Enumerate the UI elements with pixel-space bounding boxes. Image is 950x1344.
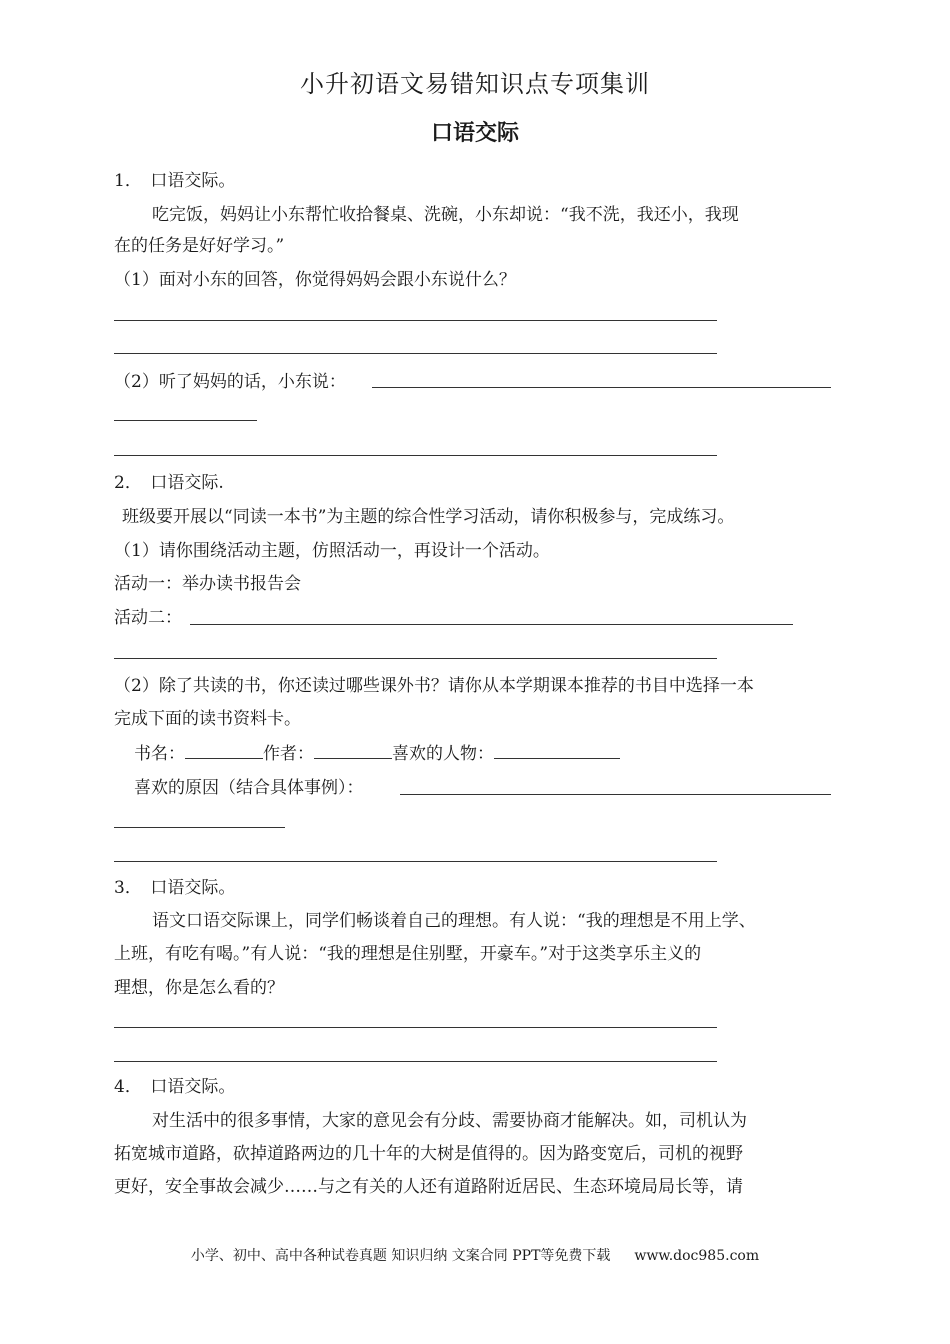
- q4-line2: 拓宽城市道路，砍掉道路两边的几十年的大树是值得的。因为路变宽后，司机的视野: [114, 1144, 743, 1164]
- answer-line[interactable]: [114, 1027, 717, 1028]
- q1-passage-line1: 吃完饭，妈妈让小东帮忙收拾餐桌、洗碗，小东却说：“我不洗，我还小，我现: [152, 205, 739, 225]
- q2-heading: 2． 口语交际.: [114, 473, 224, 493]
- q2-sub1: （1）请你围绕活动主题，仿照活动一，再设计一个活动。: [114, 541, 550, 561]
- q2-sub2-line1: （2）除了共读的书，你还读过哪些课外书？请你从本学期课本推荐的书目中选择一本: [114, 676, 754, 696]
- q1-passage-line2: 在的任务是好好学习。”: [114, 236, 285, 256]
- answer-line[interactable]: [114, 861, 717, 862]
- q2-sub2-line2: 完成下面的读书资料卡。: [114, 709, 301, 729]
- footer-url[interactable]: www.doc985.com: [634, 1248, 760, 1264]
- answer-line[interactable]: [114, 353, 717, 354]
- answer-line[interactable]: [372, 387, 831, 388]
- q2-intro: 班级要开展以“同读一本书”为主题的综合性学习活动，请你积极参与，完成练习。: [122, 507, 735, 527]
- author-blank[interactable]: [314, 742, 392, 759]
- q2-activity1: 活动一：举办读书报告会: [114, 574, 301, 594]
- reading-card-row: [134, 742, 620, 765]
- q4-line1: 对生活中的很多事情，大家的意见会有分歧、需要协商才能解决。如，司机认为: [152, 1111, 747, 1131]
- q4-line3: 更好，安全事故会减少……与之有关的人还有道路附近居民、生态环境局局长等，请: [114, 1177, 743, 1197]
- q1-sub2: （2）听了妈妈的话，小东说：: [114, 372, 346, 392]
- answer-line[interactable]: [114, 1061, 717, 1062]
- q1-sub1: （1）面对小东的回答，你觉得妈妈会跟小东说什么？: [114, 270, 516, 290]
- q2-activity2-label: 活动二：: [114, 608, 182, 628]
- answer-line[interactable]: [114, 658, 717, 659]
- q3-heading: 3． 口语交际。: [114, 878, 236, 898]
- section-title: 口语交际: [430, 121, 519, 146]
- answer-line[interactable]: [114, 420, 257, 421]
- q3-line2: 上班，有吃有喝。”有人说：“我的理想是住别墅，开豪车。”对于这类享乐主义的: [114, 944, 702, 964]
- card-author-label: 作者：: [263, 744, 314, 764]
- card-character-label: 喜欢的人物：: [392, 744, 494, 764]
- q1-heading: 1． 口语交际。: [114, 171, 236, 191]
- answer-line[interactable]: [190, 624, 793, 625]
- book-name-blank[interactable]: [185, 742, 263, 759]
- card-book-label: 书名：: [134, 744, 185, 764]
- footer-text: 小学、初中、高中各种试卷真题 知识归纳 文案合同 PPT等免费下载: [190, 1248, 611, 1264]
- q3-line1: 语文口语交际课上，同学们畅谈着自己的理想。有人说：“我的理想是不用上学、: [152, 911, 756, 931]
- page-title: 小升初语文易错知识点专项集训: [300, 70, 650, 98]
- character-blank[interactable]: [494, 742, 620, 759]
- answer-line[interactable]: [400, 794, 831, 795]
- answer-line[interactable]: [114, 455, 717, 456]
- card-reason-label: 喜欢的原因（结合具体事例）：: [134, 778, 364, 798]
- answer-line[interactable]: [114, 320, 717, 321]
- answer-line[interactable]: [114, 827, 285, 828]
- page-footer: [0, 1245, 950, 1265]
- q4-heading: 4． 口语交际。: [114, 1077, 236, 1097]
- q3-line3: 理想，你是怎么看的？: [114, 978, 284, 998]
